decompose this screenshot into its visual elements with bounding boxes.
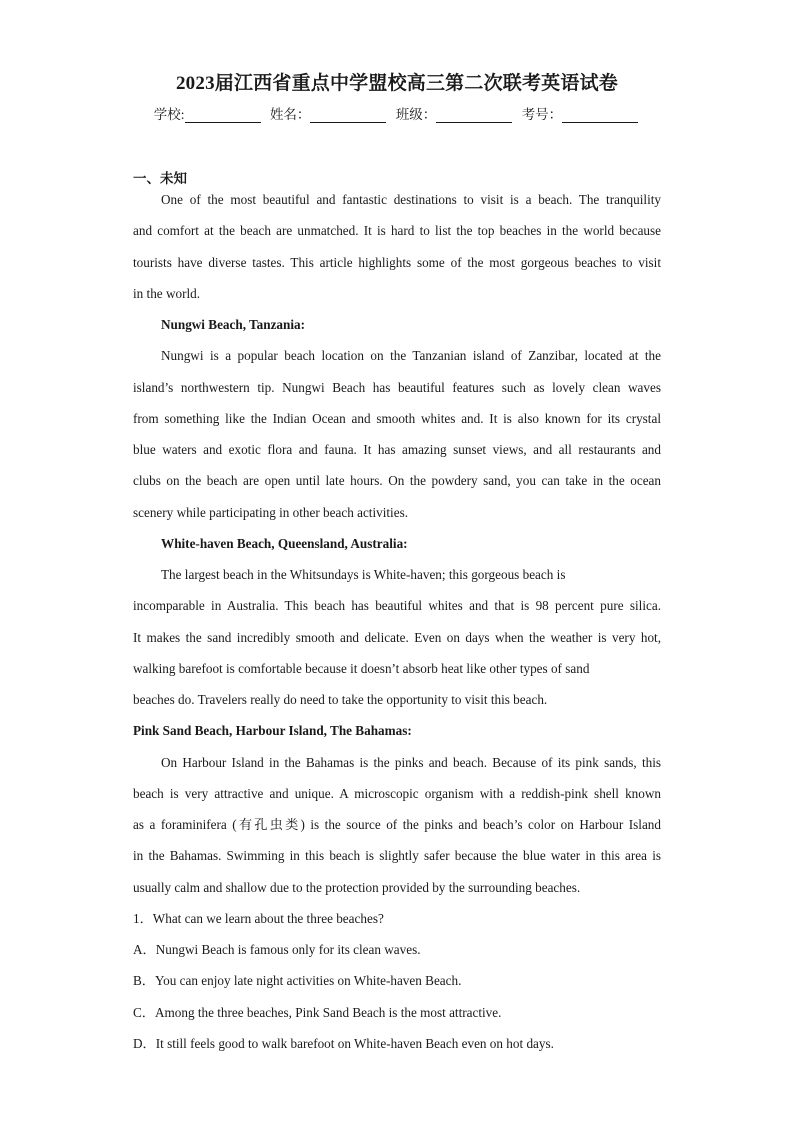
beach3-line: usually calm and shallow due to the protection provided by the surrounding beaches. [133,879,581,895]
beach1-line: scenery while participating in other beach activities. [133,504,408,520]
exam-number-label: 考号： [521,107,563,122]
beach1-line: island’s northwestern tip. Nungwi Beach has beautiful features such as lovely clean waves [133,379,661,395]
intro-line: One of the most beautiful and fantastic destinations to visit is a beach. The tranquility [161,192,661,207]
intro-line: in the world. [133,285,201,301]
school-field [154,103,263,123]
name-field [270,103,389,123]
beach2-line: The largest beach in the Whitsundays is White-haven; this gorgeous beach is [161,567,566,582]
class-label: 班级： [395,107,437,122]
option-d[interactable]: D．It still feels good to walk barefoot on White-haven Beach even on hot days. [133,1035,554,1051]
name-label: 姓名： [269,107,311,122]
intro-line: tourists have diverse tastes. This article highlights some of the most gorgeous beaches to visit [133,254,661,270]
passage-body [133,184,661,1059]
beach2-line: beaches do. Travelers really do need to take the opportunity to visit this beach. [133,692,548,707]
beach3-heading: Pink Sand Beach, Harbour Island, The Bahamas: [133,723,412,739]
exam-number-field [522,103,641,123]
beach2-heading: White-haven Beach, Queensland, Australia: [161,535,408,551]
school-label: 学校: [153,107,185,122]
class-blank[interactable] [436,108,512,123]
beach3-line: beach is very attractive and unique. A microscopic organism with a reddish-pink shell known [133,785,661,801]
student-info-line [0,103,794,123]
school-blank[interactable] [185,108,261,123]
beach2-line: It makes the sand incredibly smooth and delicate. Even on days when the weather is very hot, [133,629,661,645]
name-blank[interactable] [310,108,386,123]
beach1-line: from something like the Indian Ocean and smooth whites and. It is also known for its crystal [133,410,661,426]
beach3-line: as a foraminifera (有孔虫类) is the source of the pinks and beach’s color on Harbour Island [133,817,661,832]
option-b[interactable]: B．You can enjoy late night activities on White-haven Beach. [133,973,462,989]
option-a[interactable]: A．Nungwi Beach is famous only for its clean waves. [133,942,421,957]
beach1-line: blue waters and exotic flora and fauna. It has amazing sunset views, and all restaurants and [133,442,661,457]
page-title: 2023届江西省重点中学盟校高三第二次联考英语试卷 [175,73,618,94]
class-field [396,103,515,123]
option-c[interactable]: C．Among the three beaches, Pink Sand Beach is the most attractive. [133,1004,502,1020]
beach2-line: walking barefoot is comfortable because it doesn’t absorb heat like other types of sand [133,660,590,676]
beach3-line: On Harbour Island in the Bahamas is the pinks and beach. Because of its pink sands, this [161,754,661,770]
section-label: 一、未知 [133,171,187,186]
beach3-line: in the Bahamas. Swimming in this beach is slightly safer because the blue water in this area is [133,848,661,864]
intro-line: and comfort at the beach are unmatched. It is hard to list the top beaches in the world because [133,223,661,239]
beach1-line: clubs on the beach are open until late hours. On the powdery sand, you can take in the ocean [133,473,661,489]
beach1-heading: Nungwi Beach, Tanzania: [161,317,305,332]
question-stem: 1．What can we learn about the three beaches? [133,910,384,926]
beach2-line: incomparable in Australia. This beach has beautiful whites and that is 98 percent pure silica. [133,598,661,614]
exam-number-blank[interactable] [562,108,638,123]
beach1-line: Nungwi is a popular beach location on the Tanzanian island of Zanzibar, located at the [161,348,661,364]
